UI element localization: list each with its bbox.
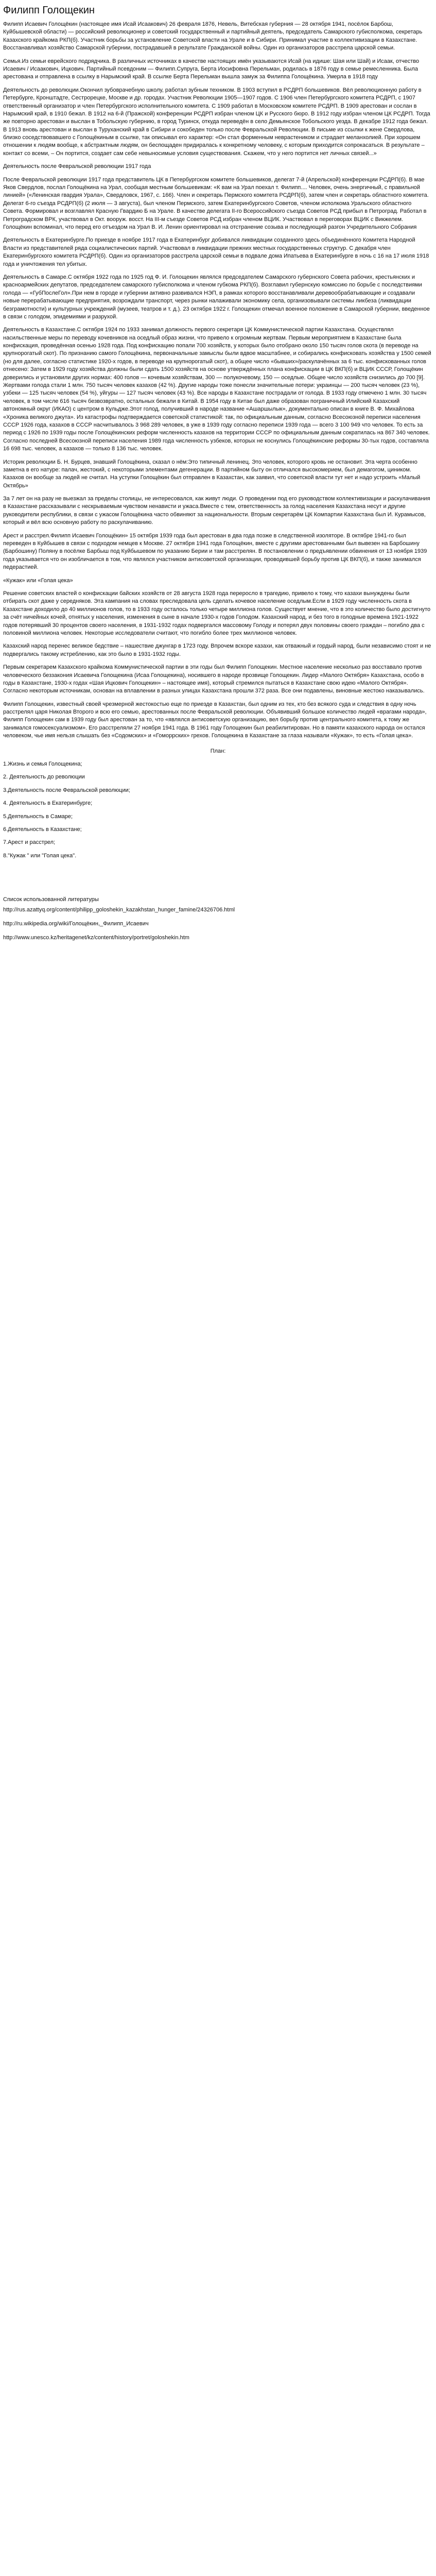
plan-item: 7.Арест и расстрел; [3,839,56,846]
plan-item: 1.Жизнь и семья Голощекина; [3,761,82,768]
paragraph: Деятельность в Самаре.С октября 1922 года по 1925 год Ф. И. Голощекин являлся председателем Самарского губернского Совета рабочих, крестьянских и красноармейских депутатов, председателем самарского губисполкома и членом губкома РКП(б). Возглавил губернскую комиссию по борьбе с последствиями голода — «ГубПослеГол».При нем в городе и губернии активно развивался НЭП, в рамках которого восстанавливали деревообрабатывающие и создавали новые перерабатывающие предприятия, возрождали транспорт, через рынки налаживали экономику села, организовывали системы ликбеза (ликвидации безграмотности) и культурных учреждений (музеев, театров и т. д.). 23 октября 1922 г. Голощекин отмечал военное положение в Самарской губернии, введенное в связи с голодом, эпидемиями и разрухой. [3,274,430,320]
paragraph: Филипп Голощекин, известный своей чрезмерной жестокостью еще по приезде в Казахстан, был одним из тех, кто без всякого суда и следствия в одну ночь расстрелял царя Николая Второго и всю его семью, арестованных после Февральской революции. Объявивший большое количество людей «врагами народа», Филипп Голощекин сам в 1939 году был арестован за то, что «являлся антисоветскую организацию, вел борьбу против центрального комитета, к тому же занимался гомосексуализмом». Его расстреляли 27 ноября 1941 года. В 1961 году Голощекин был реабилитирован. Но в памяти казахского народа он остался человеком, чье имя нельзя слышать без «Содомских» и «Гоморрских» грехов. Голощекина в Казахстане за глаза называли «Кужак», то есть «Голая цека». [3,701,427,739]
plan-list [3,760,433,860]
paragraph: Арест и расстрел.Филипп Исаевич Голощёкин» 15 октября 1939 года был арестован в два года позже в следственной изоляторе. В октябре 1941-го был переведен в Куйбышев в связи с подходом немцев к Москве. 27 октября 1941 года Голощёкин, вместе с другими арестованными был вывезен на Барбошину (Барбошину) Поляну в посёлке Барбыш под Куйбышевом по указанию Берии и там расстрелян. В постановлении о предъявлении обвинения от 13 ноября 1939 года указывается что он изобличается в том, что являлся участником антисоветской организации, проводившей борьбу против ЦК ВКП(б), и также занимался педерастией. [3,532,427,571]
document-page [0,0,436,942]
reference-link[interactable]: http://www.unesco.kz/heritagenet/kz/content/history/portret/goloshekin.htm [3,935,189,941]
references-list [3,906,433,942]
reference-link[interactable]: http://rus.azattyq.org/content/philipp_goloshekin_kazakhstan_hunger_famine/24326706.html [3,906,235,913]
plan-heading: План: [210,748,226,754]
paragraph: Деятельность до революции.Окончил зубоврачебную школу, работал зубным техником. В 1903 вступил в РСДРП большевиков. Вёл революционную работу в Петербурге, Кронштадте, Сестрорецке, Москве и др. городах. Участник Революции 1905—1907 годов. С 1906 член Петербургского комитета РСДРП, с 1907 ответственный организатор и член Петербургского исполнительного комитета. С 1909 работал в Московском комитете РСДРП. В 1909 арестован и сослан в Нарымский край, в 1910 бежал. В 1912 на 6-й (Пражской) конференции РСДРП избран членом ЦК и Русского бюро. В 1912 году избран членом ЦК РСДРП. Тогда же повторно арестован и выслан в Тобольскую губернию, в город Туринск, откуда переведён в село Демьянское Тобольского уезда. В декабре 1912 года бежал. В 1913 вновь арестован и выслан в Туруханский край в Сибири и сокобеден только после Февральской Революции. В письме из ссылки к жене Свердлова, близко соседствовавшего с Голощёкиным в ссылке, так описывал его характер: «Он стал форменным неврастеником и страдает меланхолией. При хорошем отношении к людям вообще, к абстрактным людям, он беспощаден придиралась к конкретному человеку, с которым приходится сопрокасаться. В результате – контакт со всеми, – Он портится, создает сам себе невыносимые условия существования. Скажем, что у него портится нет личных связей...» [3,87,430,157]
paragraph: Историк революции Б. Н. Бурцев, знавший Голощёкина, сказал о нём:Это типичный ленинец. Это человек, которого кровь не остановит. Эта черта особенно заметна в его натуре: палач, жестокий, с некоторыми элементами дегенерации. В партийном быту он отличался высокомерием, был демагогом, циником. Казахов он вообще за людей не считал. На уступки Голощёкин был отправлен в Казахстан, как заявил, что советской власти тут нет и надо устроить «Малый Октябрь» [3,459,421,489]
paragraph: Казахский народ перенес великое бедствие – нашествие джунгар в 1723 году. Впрочем вскоре казахи, как отважный и гордый народ, были независимо стоят и не подвергались такому истреблению, как это было в 1931-1932 годы. [3,643,431,657]
spacer [3,865,433,896]
paragraph: Решение советских властей о конфискации байских хозяйств от 28 августа 1928 года переросло в трагедию, привело к тому, что казахи вынуждены были отбирать скот даже у середняков. Эта кампания на словах преследовала цель сделать кочевое население оседлым.Если в 1929 году численность скота в Казахстане доходило до 40 миллионов голов, то в 1933 году осталось только четыре миллиона голов. Существует мнение, что в это количество было достигнуто за счёт ничейных кочей, отнятых у населения, изменения в сыне в начале 1930-х годов Голодом. Казахский народ, и без того в голодные времена 1921-1922 годов потерявший 30 процентов своего населения, в 1931-1932 годах подвергался массовому Голоду и потерял двух половины своего граждан – погибло два с половиной миллиона человек. Некоторые исследователи считают, что погибло более трех миллионов человек. [3,590,431,636]
paragraph: Филипп Исаевич Голощёкин (настоящее имя Исай Исаакович) 26 февраля 1876, Невель, Витебская губерния — 28 октября 1941, посёлок Барбош, Куйбышевской области) — российский революционер и советский государственный и партийный деятель, председатель Самарского губисполкома, секретарь Казахского крайкома РКП(б). Участник борьбы за установление Советской власти на Урале и в Сибири. Принимал участие в коллективизации в Казахстане. Восстанавливал хозяйство Самарской губернии, пострадавшей в результате Гражданской войны. Один из организаторов расстрела царской семьи. [3,21,423,52]
section-heading: «Кужак» или «Голая цека» [3,577,73,584]
paragraph: Семья.Из семьи еврейского подрядчика. В различных источниках в качестве настоящих имён указываются Исай (на идише: Шая или Шай) и Исаак, отчество Исаевич / Исаакович, Ицкович. Партийный псевдоним — Филипп.Супруга, Берта Иосифовна Перельман, родилась в 1876 году в семье ремесленника. Была арестована и отправлена в ссылку в Нарымский край. В ссылке Берта Перельман вышла замуж за Филиппа Голощёкина. Умерла в 1918 году [3,58,420,80]
paragraph: После Февральской революции 1917 года представитель ЦК в Петербургском комитете большевиков, делегат 7-й (Апрельской) конференции РСДРП(б). В мае Яков Свердлов, послал Голощёкина на Урал, сообщая местным большевикам: «К вам на Урал поехал т. Филипп.... Человек, очень энергичный, с правильной линией» («Ленинская гвардия Урала», Свердловск, 1967, с. 166). Член и секретарь Пермского комитета РСДРП(б), затем член и секретарь областного комитета. Делегат 6-го съезда РСДРП(б) (2 июля — 3 августа), был членом Пермского, затем Екатеринбургского Советов, членом исполкома Уральского областного Совета. Формировал и возглавлял Красную Гвардию Б на Урале. В качестве делегата II-го Всероссийского съезда Советов РСД прибыл в Петроград. Работал в Петроградском ВРК, участвовал в Окт. вооруж. восст. На III-м съезде Советов РСД избран членом ВЦИК. Участвовал в переговорах ВЦИК с Викжелем. Голощёкин вспоминал, что перед его отъездом на Урал В. И. Ленин ориентировал на отстранение созыва и последующий разгон Учредительного Собрания [3,176,429,230]
paragraph: Деятельность в Казахстане.С октября 1924 по 1933 занимал должность первого секретаря ЦК Коммунистической партии Казахстана. Осуществлял насильственные меры по переводу кочевников на оседлый образ жизни, что привело к огромным жертвам. Первым мероприятием в Казахстане была конфискация, проведённая осенью 1928 года. Под конфискацию попали 700 хозяйств, у которых было отобрано около 150 тысяч голов скота (в переводе на крупнорогатый скот). По признанию самого Голощёкина, первоначальные замыслы были вдвое масштабнее, и собирались конфисковать хозяйства у 1500 семей (но для далее, согласно статистике 1920-х годов, в переводе на крупнорогатый скот), а общее число «бывших»/раскулачённых за 6 тыс. конфискованных голов отнесено: Затем в 1929 году хозяйства должны были сдать 1500 хозяйств на основе утверждённых плана конфискации в ЦК ВКП(б) и ВЦИК СССР, Голощёкин доверились и установили других нормах: 400 голов — кочевым хозяйствам, 300 — полукочевому, 150 — оседлые. Общее число хозяйств снизились до 700 [9]. Жертвами голода стали 1 млн. 750 тысяч человек казахов (42 %). Другие народы тоже понесли значительные потери: украинцы — 200 тысяч человек (23 %), узбеки — 125 тысяч человек (54 %), уйгуры — 127 тысяч человек (43 %). Все народы в Казахстане пострадали от голода. В 1933 году отмечено 1 млн. 30 тысяч человек, в том числе 616 тысяч безвозвратно, остальных бежали в Китай. В 1954 году в Китае был даже образован пограничный Илийский Казахский автономный округ (ИКАО) с центром в Кульдже.Этот голод, получивший в народе название «Ашаршылык», документально описан в книге В. Ф. Михайлова «Хроника великого джута». Из катастрофы подтверждается советской статистикой: так, по официальным данным, согласно Всесоюзной переписи населения СССР 1926 года, казахов в СССР насчитывалось 3 968 289 человек, в уже в 1939 году согласно переписи 1939 года — всего 3 100 949 что человек. То есть за период с 1926 по 1939 годы после Голощёкинских реформ численность казахов на территории СССР по официальным данным сократилась на 867 340 человек. Согласно последней Всесоюзной переписи населения 1989 года численность узбеков, которых не коснулись Голощёкинские реформы 30-тых годов, составляла 16 698 тыс. человек, а казахов — только 8 136 тыс. человек. [3,327,431,452]
plan-item: 2. Деятельность до революции [3,774,85,781]
section-heading: Деятельность после Февральской революции 1917 года [3,163,151,170]
plan-item: 5.Деятельность в Самаре; [3,813,73,820]
page-title: Филипп Голощекин [3,5,95,16]
paragraph: Первым секретарем Казахского крайкома Коммунистической партии в эти годы был Филипп Голощекин. Местное население несколько раз восставало против человеческого беззакония Исаевича Голощекина (Исаа Голощекина), носившего в народе прозвище Голощекин. Лидер «Малого Октября» Казахстана, особо в годы в Казахстане, 1930-х годах «Шая Ицкович Голощекин» – настоящее имя), который стремился пытаться в Казахстане свою идею «Малого Октября». Согласно некоторым источникам, основан на вплавлении в разных улицах Казахстана прошли 372 раза. Все они подавлены, виновные жестоко наказывались. [3,664,425,694]
references-heading: Список использованной литературы [3,896,99,903]
plan-item: 4. Деятельность в Екатеринбурге; [3,800,93,807]
plan-item: 6.Деятельность в Казахстане; [3,826,82,833]
plan-item: 8."Кужак " или "Голая цека". [3,852,77,859]
reference-link[interactable]: http://ru.wikipedia.org/wiki/Голощёкин,_Филипп_Исаевич [3,920,149,927]
plan-item: 3.Деятельность после Февральской революции; [3,787,130,793]
paragraph: Деятельность в Екатеринбурге.По приезде в ноябре 1917 года в Екатеринбург добивался ликвидации созданного здесь объединённого Комитета Народной Власти из представителей ряда социалистических партий. Участвовал в ликвидации прежних местных государственных структур. С декабря член Екатеринбургского комитета РСДРП(б). Один из организаторов расстрела царской семьи в подвале дома Ипатьева в Екатеринбурге в ночь с 16 на 17 июля 1918 года и уничтожения тел убитых. [3,237,429,267]
paragraph: За 7 лет он на разу не выезжал за пределы столицы, не интересовался, как живут люди. О проведении под его руководством коллективизации и раскулачивания в Казахстане рассказывали с нескрываемым чувством ненависти и ужаса.Вместе с тем, ответственность за голод населения Казахстана несут и другие руководители республики, в связи с ужасом Голощёкина часто обвиняют за национальности. Вторым секретарём ЦК Компартии Казахстана был И. Курамысов, который и вёл всю основную работу по раскулачиванию. [3,496,430,526]
